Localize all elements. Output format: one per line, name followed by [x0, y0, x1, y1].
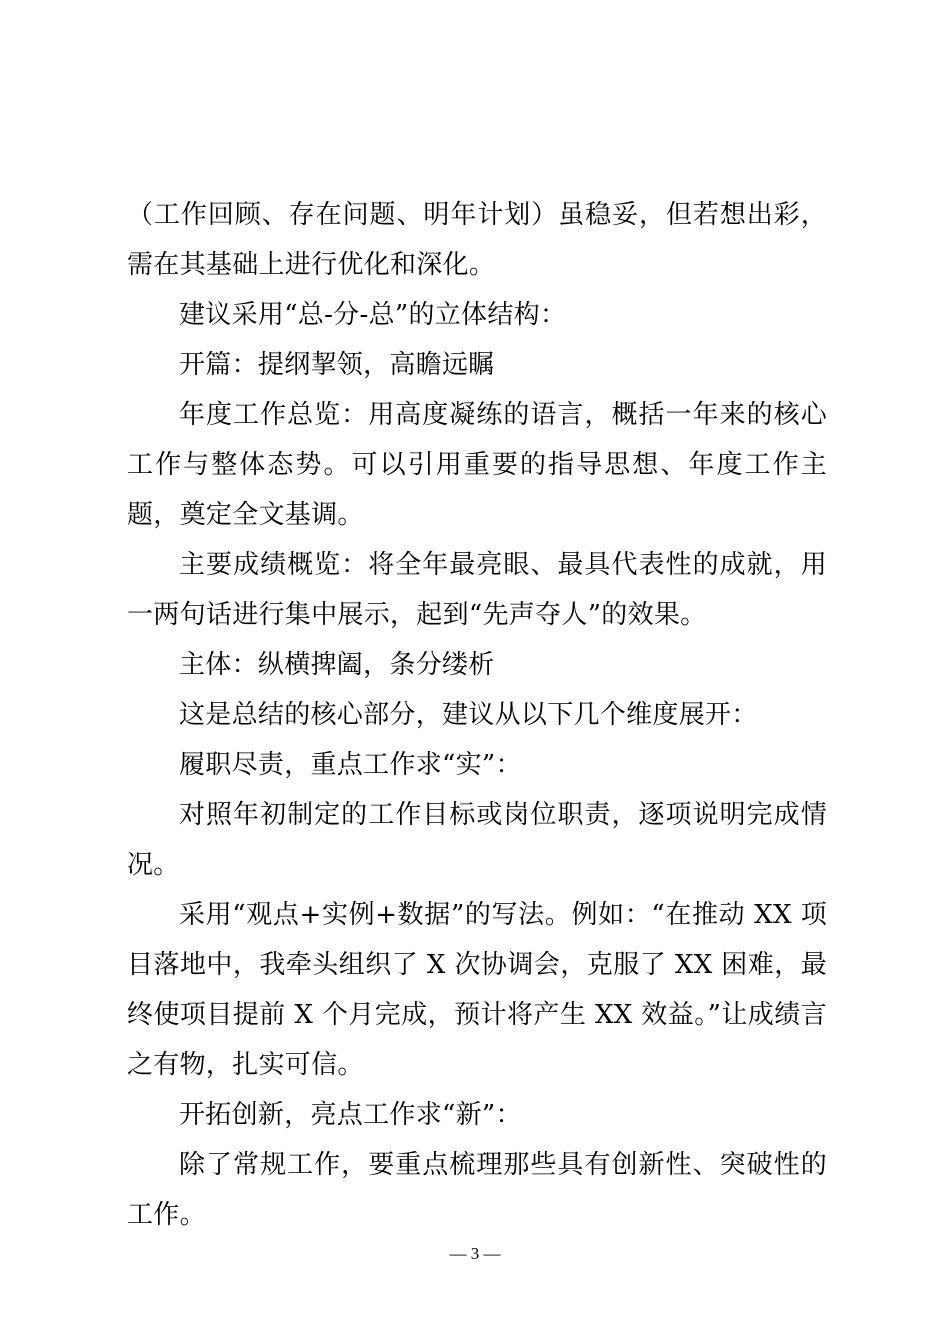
paragraph-11: 开拓创新，亮点工作求“新”： — [179, 1100, 522, 1130]
paragraph-1: （工作回顾、存在问题、明年计划）虽稳妥，但若想出彩，需在其基础上进行优化和深化。 — [127, 200, 827, 280]
paragraph-4: 年度工作总览：用高度凝练的语言，概括一年来的核心工作与整体态势。可以引用重要的指导思想、年度工作主题，奠定全文基调。 — [127, 400, 827, 530]
paragraph-9: 对照年初制定的工作目标或岗位职责，逐项说明完成情况。 — [127, 800, 827, 880]
paragraph-3: 开篇：提纲挈领，高瞻远瞩 — [179, 350, 495, 380]
paragraph-8: 履职尽责，重点工作求“实”： — [179, 750, 522, 780]
paragraph-7: 这是总结的核心部分，建议从以下几个维度展开： — [179, 700, 758, 730]
page-number: — 3 — — [449, 1244, 501, 1263]
paragraph-10: 采用“观点+实例+数据”的写法。例如：“在推动 XX 项目落地中，我牵头组织了 X 次协调会，克服了 XX 困难，最终使项目提前 X 个月完成，预计将产生 XX 效益。”让成绩言之有物，扎实可信。 — [127, 900, 827, 1080]
body-text — [127, 190, 827, 1240]
paragraph-2: 建议采用“总-分-总”的立体结构： — [179, 300, 567, 330]
paragraph-12: 除了常规工作，要重点梳理那些具有创新性、突破性的工作。 — [127, 1150, 827, 1230]
paragraph-5: 主要成绩概览：将全年最亮眼、最具代表性的成就，用一两句话进行集中展示，起到“先声夺人”的效果。 — [127, 550, 827, 630]
paragraph-6: 主体：纵横捭阖，条分缕析 — [179, 650, 495, 680]
